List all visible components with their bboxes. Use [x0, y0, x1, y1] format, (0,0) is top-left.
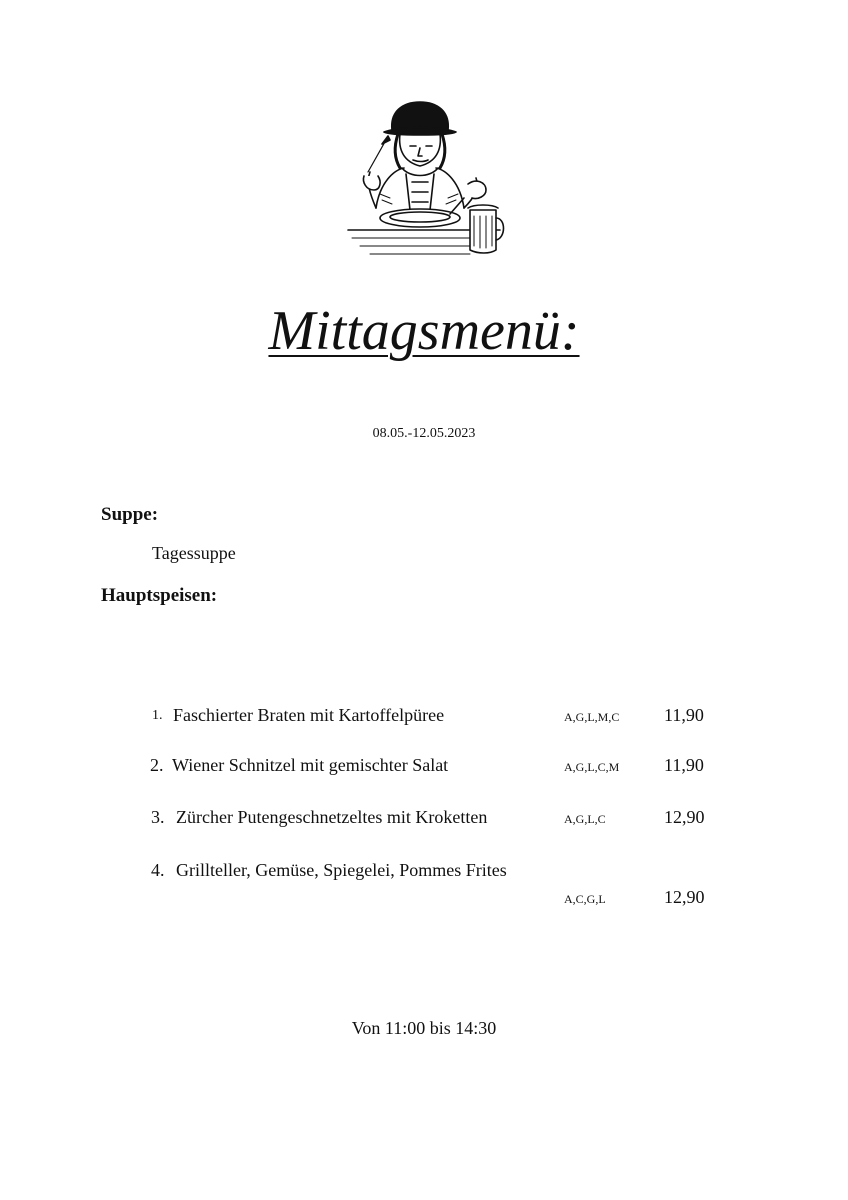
menu-item-number: 4. — [151, 860, 165, 880]
soup-heading: Suppe: — [101, 504, 159, 525]
menu-item-allergens: A,C,G,L — [564, 892, 606, 906]
menu-item-number: 3. — [151, 807, 165, 827]
soup-item: Tagessuppe — [152, 543, 236, 563]
menu-item-price: 12,90 — [664, 887, 705, 907]
menu-item-allergens: A,G,L,M,C — [564, 710, 620, 724]
menu-item-price: 11,90 — [664, 705, 704, 725]
menu-item-name: Grillteller, Gemüse, Spiegelei, Pommes Frites — [176, 860, 507, 880]
opening-hours: Von 11:00 bis 14:30 — [351, 1018, 497, 1038]
menu-item-price: 12,90 — [664, 807, 705, 827]
menu-item-number: 1. — [152, 708, 163, 723]
menu-item-name: Wiener Schnitzel mit gemischter Salat — [172, 755, 449, 775]
menu-item-allergens: A,G,L,C,M — [564, 760, 620, 774]
menu-item-allergens: A,G,L,C — [564, 812, 606, 826]
menu-item-number: 2. — [150, 755, 164, 775]
mains-heading: Hauptspeisen: — [101, 585, 218, 606]
page-title: Mittagsmenü: — [268, 300, 580, 362]
man-eating-at-table-icon — [340, 98, 510, 263]
date-range: 08.05.-12.05.2023 — [372, 426, 476, 441]
menu-item-price: 11,90 — [664, 755, 704, 775]
menu-item-name: Faschierter Braten mit Kartoffelpüree — [173, 705, 445, 725]
menu-item-name: Zürcher Putengeschnetzeltes mit Kroketten — [176, 807, 488, 827]
